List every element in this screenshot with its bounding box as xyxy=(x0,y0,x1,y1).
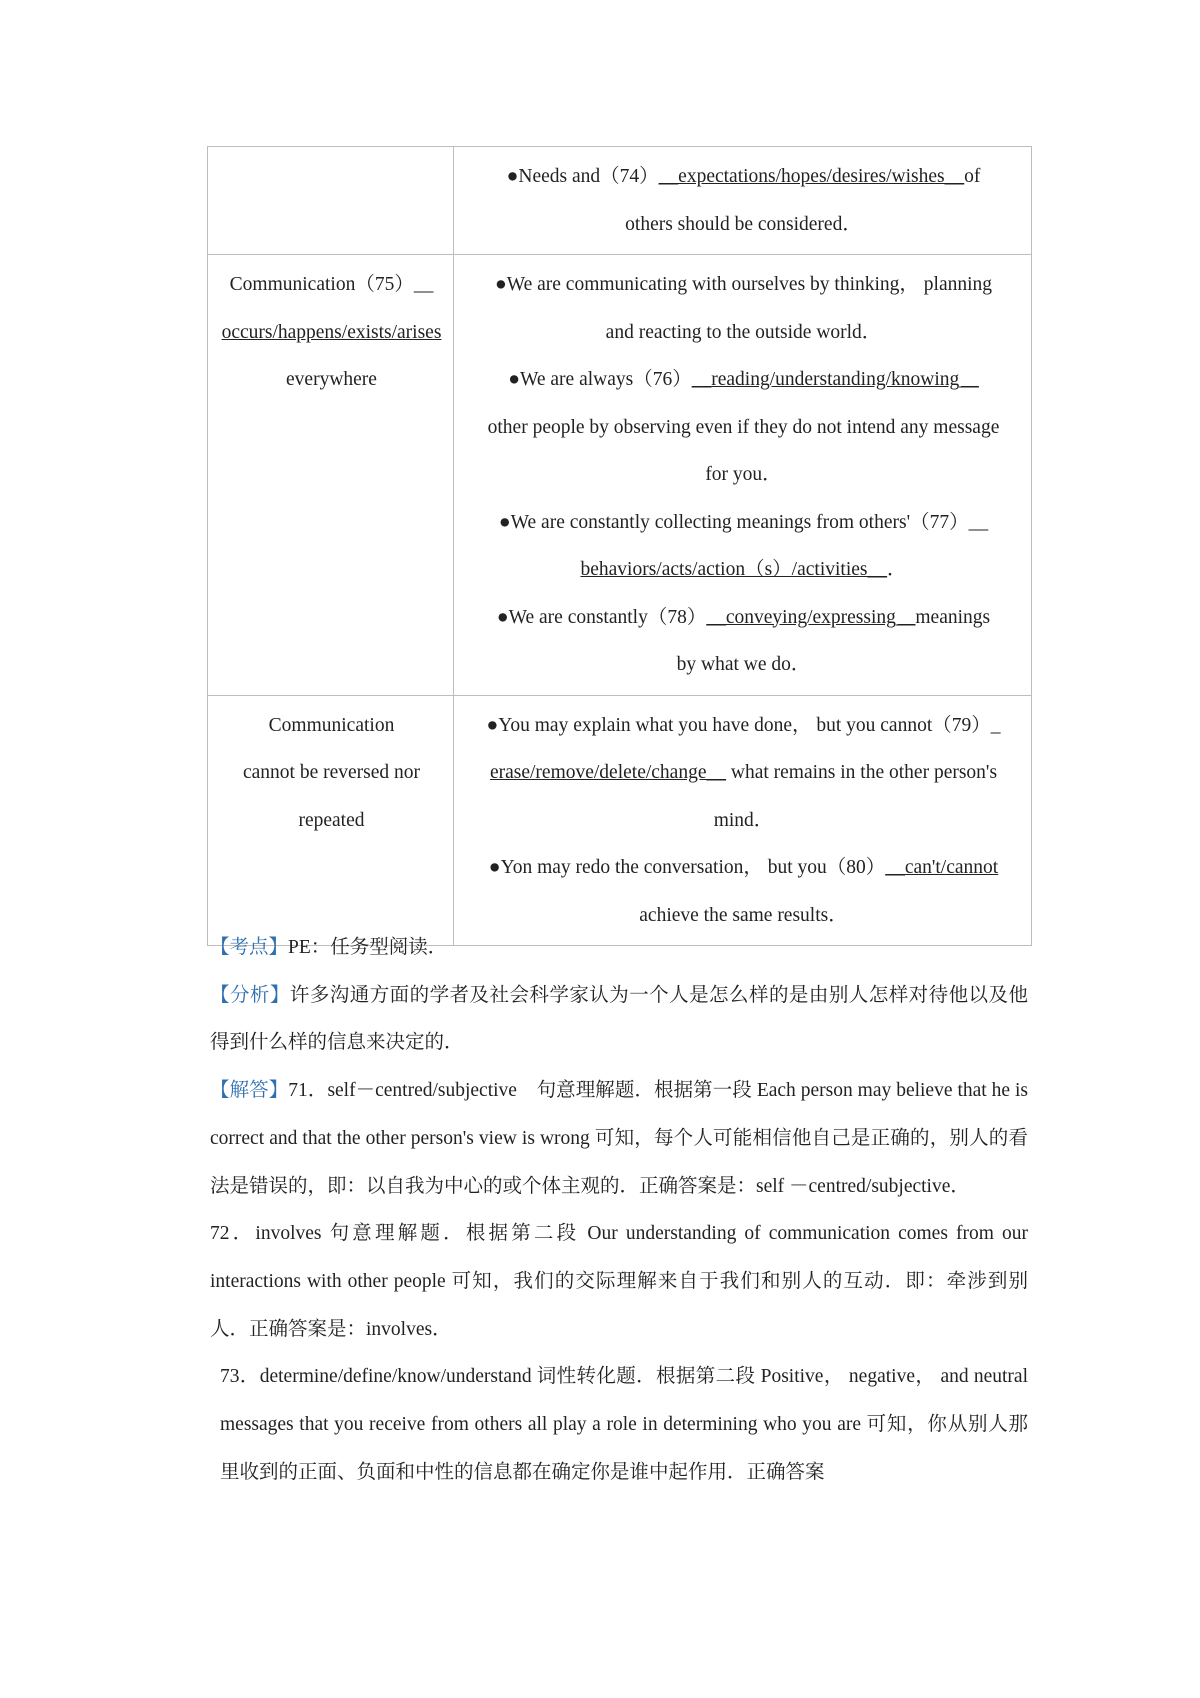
text-run: of xyxy=(964,166,981,187)
cell-line xyxy=(460,356,1027,404)
cell-line xyxy=(460,153,1027,201)
answer-73-paragraph: 73．determine/define/know/understand 词性转化题．根据第二段 Positive， negative， and neutral messages that you receive from others all play a role in determining who you are 可知，你从别人那里收到的正面、负面和中性的信息都在确定你是谁中起作用．正确答案 xyxy=(220,1366,1028,1483)
text-run: meanings xyxy=(915,606,991,628)
jieda-paragraph xyxy=(210,1067,1028,1210)
detail-cell xyxy=(454,695,1032,946)
text-run: cannot be reversed nor xyxy=(242,762,421,783)
text-run: ●We are constantly（78） xyxy=(496,606,707,628)
text-run: others should be considered． xyxy=(625,213,862,235)
answer-blank: erase/remove/delete/change__ xyxy=(489,762,726,783)
text-run: achieve the same results． xyxy=(639,904,848,926)
task-reading-table xyxy=(207,146,1032,946)
kaodian-tag: 【考点】 xyxy=(210,937,289,958)
text-run: Communication xyxy=(268,714,395,736)
answer-analysis xyxy=(210,924,1028,1496)
text-run: other people by observing even if they do not intend any message xyxy=(487,416,1000,438)
cell-line xyxy=(460,749,1027,797)
table-row xyxy=(208,695,1032,946)
answer-72-paragraph: 72．involves 句意理解题．根据第二段 Our understanding of communication comes from our interactions with other people 可知，我们的交际理解来自于我们和别人的互动．即：牵涉到别人．正确答案是：involves． xyxy=(210,1223,1028,1340)
table-row xyxy=(208,255,1032,696)
cell-line xyxy=(460,546,1027,594)
answer-blank: behaviors/acts/action（s）/activities__ xyxy=(580,559,887,580)
cell-line xyxy=(214,749,449,797)
text-run: ●We are communicating with ourselves by thinking， planning xyxy=(494,274,993,295)
text-run: and reacting to the outside world． xyxy=(605,321,882,343)
answer-blank: __conveying/expressing__ xyxy=(706,606,916,628)
cell-line xyxy=(214,309,449,357)
jieda-tag: 【解答】 xyxy=(210,1080,289,1102)
fenxi-tag: 【分析】 xyxy=(210,984,290,1006)
text-run: repeated xyxy=(298,809,365,831)
cell-line xyxy=(214,356,449,404)
detail-cell xyxy=(454,147,1032,255)
cell-line xyxy=(460,594,1027,642)
text-run: Communication（75）__ xyxy=(229,274,434,295)
text-run: by what we do． xyxy=(676,654,811,675)
answer-blank: __reading/understanding/knowing__ xyxy=(691,369,979,390)
text-run: ●We are always（76） xyxy=(508,369,692,390)
answer-blank: __expectations/hopes/desires/wishes__ xyxy=(658,166,965,187)
text-run: for you． xyxy=(705,464,782,485)
cell-line xyxy=(460,451,1027,499)
text-run: ●You may explain what you have done， but you cannot（79）_ xyxy=(486,714,1001,736)
topic-cell xyxy=(208,147,454,255)
text-run: ●Yon may redo the conversation， but you（80） xyxy=(488,857,886,878)
cell-line xyxy=(460,201,1027,249)
table-row xyxy=(208,147,1032,255)
cell-line xyxy=(460,844,1027,892)
topic-cell xyxy=(208,695,454,946)
text-run: ●Needs and（74） xyxy=(506,166,659,187)
cell-line xyxy=(460,261,1027,309)
answer-blank: occurs/happens/exists/arises xyxy=(221,321,442,343)
text-run: what remains in the other person's xyxy=(726,762,998,783)
cell-line xyxy=(460,404,1027,452)
cell-line xyxy=(214,797,449,845)
cell-line xyxy=(214,261,449,309)
kaodian-paragraph xyxy=(210,924,1028,972)
cell-line xyxy=(460,641,1027,689)
fenxi-text: 许多沟通方面的学者及社会科学家认为一个人是怎么样的是由别人怎样对待他以及他得到什么样的信息来决定的． xyxy=(210,984,1028,1054)
fenxi-paragraph xyxy=(210,972,1028,1067)
cell-line xyxy=(214,702,449,750)
jieda-text: 71．self－centred/subjective 句意理解题．根据第一段 Each person may believe that he is correct and that the other person's view is wrong 可知，每个人可能相信他自己是正确的，别人的看法是错误的，即：以自我为中心的或个体主观的．正确答案是：self －centred/subjective． xyxy=(210,1080,1028,1197)
cell-line xyxy=(460,702,1027,750)
answer-blank: __can't/cannot xyxy=(885,857,999,878)
topic-cell xyxy=(208,255,454,696)
text-run: ●We are constantly collecting meanings from others'（77）__ xyxy=(498,511,989,533)
cell-line xyxy=(460,499,1027,547)
cell-line xyxy=(460,309,1027,357)
text-run: everywhere xyxy=(286,369,377,390)
cell-line xyxy=(460,797,1027,845)
text-run: mind． xyxy=(713,809,774,831)
kaodian-text: PE：任务型阅读． xyxy=(288,937,448,958)
detail-cell xyxy=(454,255,1032,696)
text-run: ． xyxy=(887,559,907,580)
